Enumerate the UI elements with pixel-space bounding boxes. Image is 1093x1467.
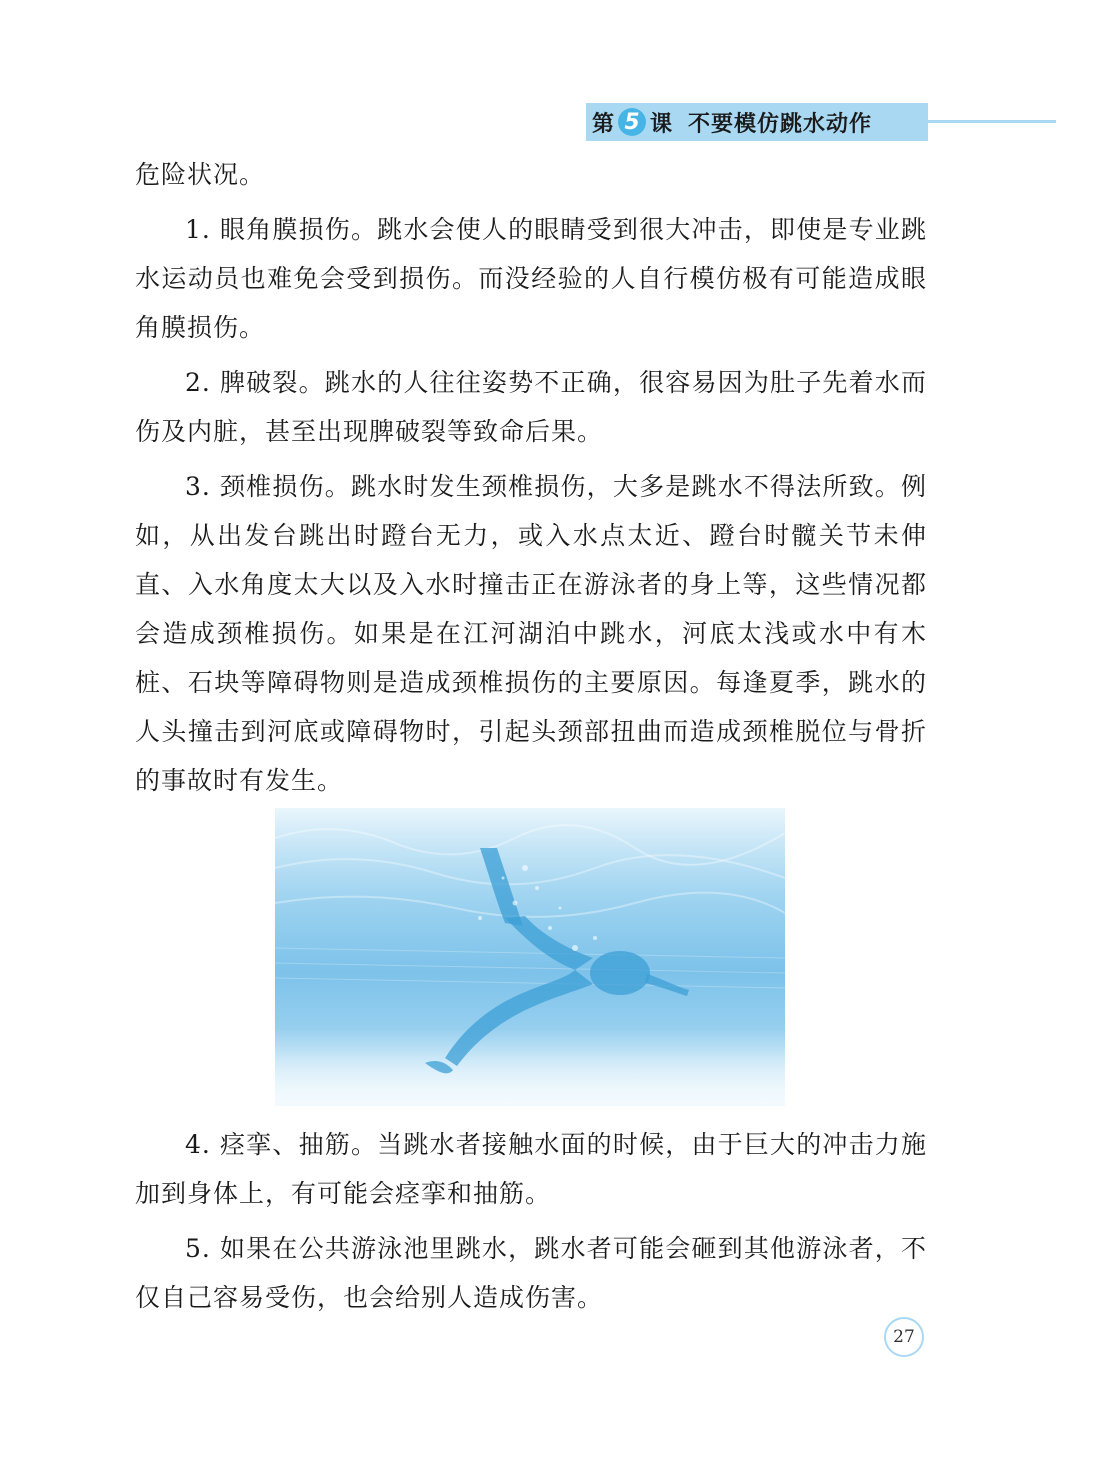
underwater-diver-photo xyxy=(275,808,785,1106)
paragraph-public-pool: 5. 如果在公共游泳池里跳水，跳水者可能会砸到其他游泳者，不仅自己容易受伤，也会给别人造成伤害。 xyxy=(135,1234,927,1312)
body-text-bottom xyxy=(135,1120,927,1328)
paragraph-cramps: 4. 痉挛、抽筋。当跳水者接触水面的时候，由于巨大的冲击力施加到身体上，有可能会痉挛和抽筋。 xyxy=(135,1130,927,1208)
lesson-prefix: 第 xyxy=(592,111,615,137)
paragraph-cornea-injury: 1. 眼角膜损伤。跳水会使人的眼睛受到很大冲击，即使是专业跳水运动员也难免会受到损伤。而没经验的人自行模仿极有可能造成眼角膜损伤。 xyxy=(135,215,927,342)
paragraph-cervical-injury: 3. 颈椎损伤。跳水时发生颈椎损伤，大多是跳水不得法所致。例如，从出发台跳出时蹬台无力，或入水点太近、蹬台时髋关节未伸直、入水角度太大以及入水时撞击正在游泳者的身上等，这些情况都会造成颈椎损伤。如果是在江河湖泊中跳水，河底太浅或水中有木桩、石块等障碍物则是造成颈椎损伤的主要原因。每逢夏季，跳水的人头撞击到河底或障碍物时，引起头颈部扭曲而造成颈椎脱位与骨折的事故时有发生。 xyxy=(135,472,927,795)
paragraph-spleen-rupture: 2. 脾破裂。跳水的人往往姿势不正确，很容易因为肚子先着水而伤及内脏，甚至出现脾破裂等致命后果。 xyxy=(135,368,927,446)
lesson-suffix: 课 xyxy=(650,111,673,137)
page-number: 27 xyxy=(884,1317,924,1357)
lesson-number-badge: 5 xyxy=(618,108,646,136)
header-rule xyxy=(928,120,1056,123)
body-text-top xyxy=(135,150,927,811)
lesson-title: 不要模仿跳水动作 xyxy=(688,111,873,137)
paragraph-continuation: 危险状况。 xyxy=(135,160,266,189)
lesson-header xyxy=(586,103,928,141)
